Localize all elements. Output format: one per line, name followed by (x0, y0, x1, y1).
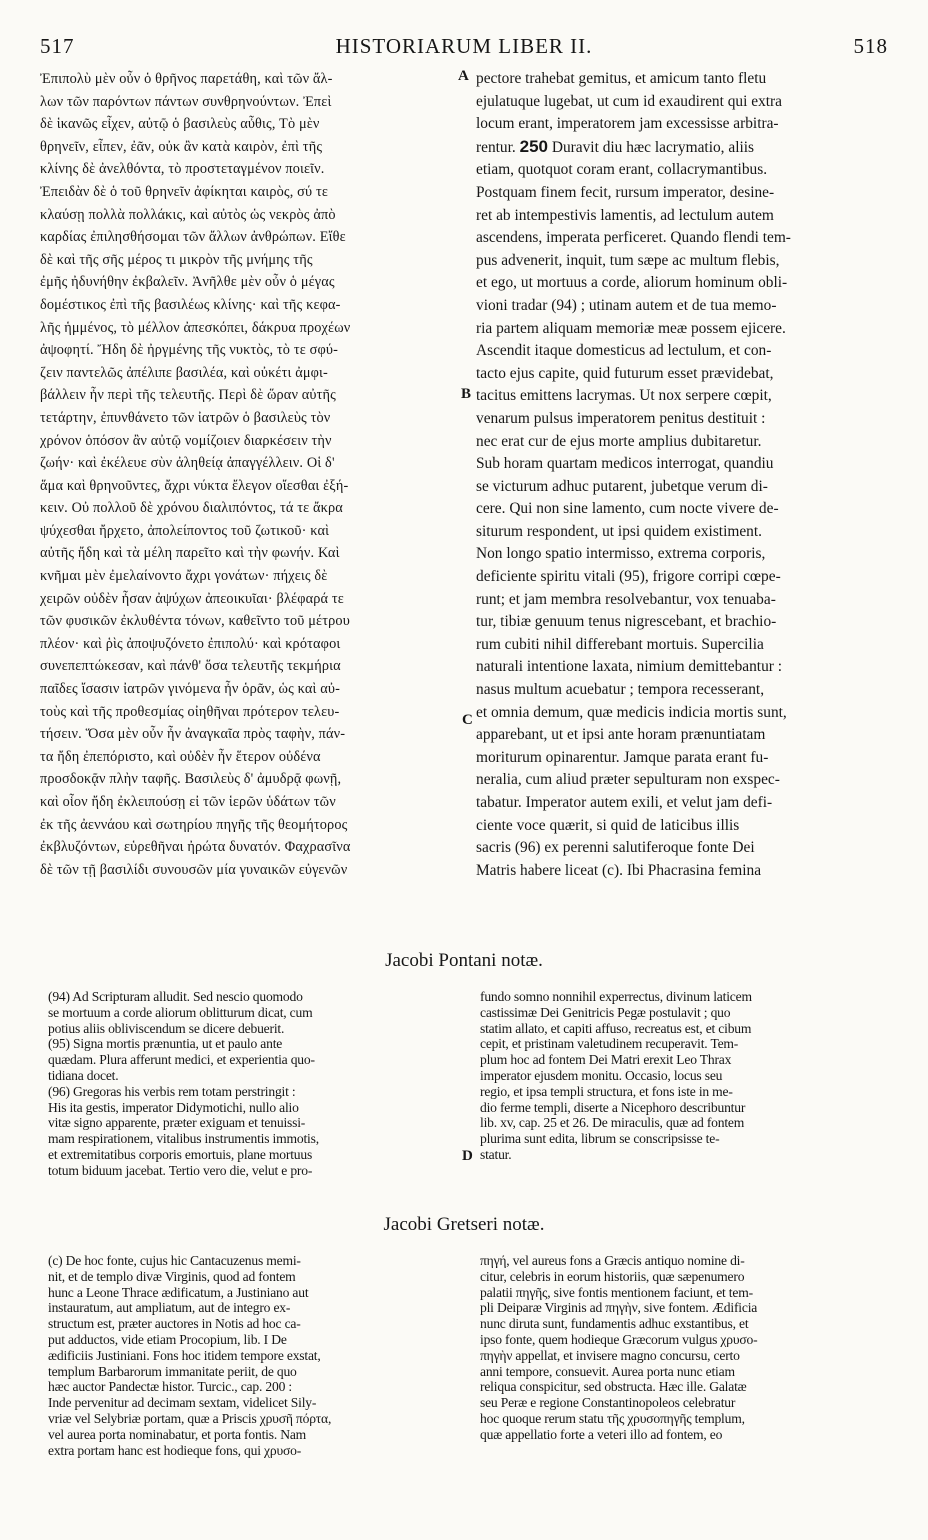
greek-text-line: λων τῶν παρόντων πάντων συνθρηνούντων. Ἐπεὶ (40, 93, 332, 110)
note-line: pli Deiparæ Virginis ad πηγὴν, sive fontem. Ædificia (480, 1300, 758, 1316)
latin-text-line (476, 136, 892, 160)
note-line: nunc diruta sunt, fundamentis adhuc exstantibus, et (480, 1316, 749, 1332)
note-line: πηγὴν appellat, et invisere magno concursu, certo (480, 1347, 740, 1363)
note-line: instauratum, aut ampliatum, aut de integro ex- (48, 1300, 291, 1316)
note-line: plurima sunt edita, librum se conscripsisse te- (480, 1131, 720, 1147)
latin-text-line: etiam, quotquot coram erant, collacrymantibus. (476, 161, 768, 179)
latin-text-line: Ascendit itaque domesticus ad lectulum, et con- (476, 342, 772, 360)
note-line: imperator ejusdem monitu. Occasio, locus seu (480, 1067, 723, 1083)
latin-text-line: ret ab intempestivis lamentis, ad lectulum autem (476, 206, 774, 224)
latin-text-line: tabatur. Imperator autem exili, et velut jam defi- (476, 794, 773, 811)
note-line: (95) Signa mortis prænuntia, ut et paulo ante (48, 1036, 283, 1052)
latin-text-line: siturum respondent, ut ipsi quidem existiment. (476, 522, 762, 540)
latin-text-line: neralia, cum aliud præter sepulturam non exspec- (476, 771, 780, 789)
greek-text-line: ζειν παντελῶς ἀπέλιπε βασιλέα, καὶ οὐκέτι ἀμφι- (40, 364, 328, 381)
note-line: citur, celebris in eorum historiis, quæ sæpenumero (480, 1268, 745, 1284)
note-line: πηγή, vel aureus fons a Græcis antiquo nomine di- (480, 1253, 745, 1268)
latin-text-line: ascendens, imperata perficeret. Quando flendi tem- (476, 229, 791, 247)
margin-marker-d: D (462, 1148, 473, 1164)
pontanus-notes-heading: Jacobi Pontani notæ. (385, 950, 543, 971)
pontanus-notes-right (480, 989, 892, 1224)
latin-text-line: pus advenerit, inquit, tum sæpe ac multum flebis, (476, 251, 780, 269)
greek-text-line: πλέον· καὶ ῥὶς ἀποψυζόνετο ἐπιπολύ· καὶ κρόταφοι (40, 635, 341, 652)
greek-text-line: χρόνον ὁπόσον ἂν αὐτῷ νομίζοιεν διαρκέσειν τὴν (40, 432, 332, 449)
note-line: palatii πηγῆς, sive fontis mentionem faciunt, et tem- (480, 1284, 753, 1300)
greek-text-line: χειρῶν οὐδὲν ἦσαν ἀψύχων ἀπεοικυῖαι· βλέφαρά τε (40, 590, 344, 607)
note-line: tidiana docet. (48, 1067, 119, 1083)
greek-text-line: λῆς ἡμμένος, τὸ μέλλον ἀπεσκόπει, δάκρυα προχέων (40, 319, 351, 336)
pontanus-notes-left (48, 989, 462, 1224)
note-line: regio, et ipsa templi structura, et fons iste in me- (480, 1083, 733, 1099)
note-line: Inde pervenitur ad decimam sextam, videlicet Sily- (48, 1395, 317, 1411)
greek-text-line: καὶ οἷον ἤδη ἐκλειπούσῃ εἰ τῶν ἱερῶν ὑδάτων τῶν (40, 794, 336, 810)
greek-text-line: Ἐπειδὰν δὲ ὁ τοῦ θρηνεῖν ἀφίκηται καιρὸς, σύ τε (40, 183, 329, 200)
note-line: castissimæ Dei Genitricis Pegæ postulavit ; quo (480, 1004, 731, 1020)
note-line: hunc a Leone Thrace ædificatum, a Justiniano aut (48, 1284, 309, 1300)
note-line: statim allato, et capiti affuso, recreatus est, et cibum (480, 1020, 752, 1036)
greek-text-line: τετάρτην, ἐπυνθάνετο τῶν ἰατρῶν ὁ βασιλεὺς τὸν (40, 409, 331, 426)
greek-text-line: ψύχεσθαι ἤρχετο, ἀπολείποντος τοῦ ζωτικοῦ· καὶ (40, 522, 330, 539)
latin-text-line: apparebant, ut et ipsi ante horam prænuntiatam (476, 726, 766, 744)
greek-text-line: δομέστικος ἐπὶ τῆς βασιλέως κλίνης· καὶ τῆς κεφα- (40, 296, 341, 313)
latin-text-line: locum erant, imperatorem jam excessisse arbitra- (476, 115, 779, 133)
note-line: dio ferme templi, diserte a Nicephoro describuntur (480, 1099, 746, 1115)
latin-text-line: ria partem aliquam memoriæ meæ possem ejicere. (476, 319, 786, 337)
latin-text-line: venarum pulsus imperatorem penitus destituit : (476, 409, 766, 427)
note-line: statur. (480, 1146, 512, 1162)
greek-text-line: κλίνης δὲ ἀνελθόντα, τὸ προστεταγμένον ποιεῖν. (40, 161, 325, 178)
note-line: seu Peræ e regione Constantinopoleos celebratur (480, 1395, 736, 1411)
greek-text-line: δὲ καὶ τῆς σῆς μέρος τι μικρὸν τῆς μνήμης τῆς (40, 251, 313, 268)
latin-text-line: tacitus emittens lacrymas. Ut nox serpere cœpit, (476, 387, 772, 405)
latin-text-line: nec erat cur de ejus morte amplius dubitaretur. (476, 432, 762, 450)
latin-text-line: tur, tibiæ genuum tenus nigrescebant, et brachio- (476, 613, 777, 631)
latin-text-line: et omnia demum, quæ medicis indicia mortis sunt, (476, 703, 787, 721)
note-line: (96) Gregoras his verbis rem totam perstringit : (48, 1083, 296, 1099)
note-line: vitæ signo apparente, præter exiguam et tenuissi- (48, 1115, 306, 1131)
note-line: lib. xv, cap. 25 et 26. De miraculis, quæ ad fontem (480, 1115, 745, 1131)
greek-text-line: δὲ τῶν τῇ βασιλίδι συνουσῶν μία γυναικῶν εὐγενῶν (40, 861, 348, 878)
note-line: totum biduum jacebat. Tertio vero die, velut e pro- (48, 1162, 313, 1178)
column-number: 250 (519, 136, 548, 156)
margin-marker-b: B (461, 386, 472, 402)
note-line: mam respirationem, vitalibus instrumentis immotis, (48, 1131, 319, 1147)
margin-marker-c: C (462, 712, 473, 728)
note-line: templum Barbarorum immanitate periit, de quo (48, 1363, 297, 1379)
greek-text-line: κνῆμαι μὲν ἐμελαίνοντο ἄχρι γονάτων· πήχεις δὲ (40, 568, 328, 585)
latin-text-line: pectore trahebat gemitus, et amicum tanto fletu (476, 70, 767, 87)
latin-text-line: tacto ejus capite, quid futurum esset prævidebat, (476, 364, 774, 382)
latin-text-line: Sub horam quartam medicos interrogat, quandiu (476, 455, 774, 473)
latin-text-line: naturali intentione laxata, nimium demittebantur : (476, 658, 783, 676)
latin-text-line: Postquam finem fecit, rursum imperator, desine- (476, 183, 775, 201)
latin-text-line: cere. Qui non sine lamento, cum nocte vivere de- (476, 500, 779, 518)
page-number-right: 518 (853, 34, 888, 58)
greek-text-line: Ἐπιπολὺ μὲν οὖν ὁ θρῆνος παρετάθη, καὶ τῶν ἄλ- (40, 71, 333, 87)
latin-text-fragment: Duravit diu hæc lacrymatio, aliis (551, 138, 755, 156)
greek-text-line: ἐμῆς ἠδυνήθην ἐκβαλεῖν. Ἀνῆλθε μὲν οὖν ὁ μέγας (40, 274, 335, 291)
latin-text-line: Non longo spatio intermisso, extrema corporis, (476, 545, 766, 563)
note-line: ipso fonte, quem hodieque Græcorum vulgus χρυσο- (480, 1331, 758, 1347)
greek-text-line: τοὺς καὶ τῆς προθεσμίας οἰηθῆναι πρότερον τελευ- (40, 703, 340, 720)
note-line: hoc quoque rerum statu τῆς χρυσοπηγῆς templum, (480, 1410, 745, 1426)
note-line: reliqua conspicitur, sed obstructa. Hæc ille. Galatæ (480, 1379, 747, 1395)
latin-text-line: se victurum adhuc putarent, jubetque verum di- (476, 477, 768, 495)
latin-text-line: deficiente spiritu vitali (95), frigore corripi cœpe- (476, 568, 781, 586)
note-line: anni tempore, consuevit. Aurea porta nunc etiam (480, 1363, 735, 1379)
greek-text-line: βάλλειν ἦν περὶ τῆς τελευτῆς. Περὶ δὲ ὥραν αὐτῆς (40, 387, 336, 404)
note-line: put adductos, vide etiam Procopium, lib. I De (48, 1331, 287, 1347)
note-line: cepit, et pristinam valetudinem recuperavit. Tem- (480, 1036, 739, 1052)
note-line: potius aliis obliviscendum se dicere debuerit. (48, 1020, 285, 1036)
note-line: nit, et de templo divæ Virginis, quod ad fontem (48, 1268, 296, 1284)
note-line: quædam. Plura afferunt medici, et experientia quo- (48, 1052, 315, 1068)
greek-text-line: ἅμα καὶ θρηνοῦντες, ἄχρι νύκτα ἔλεγον οἴεσθαι ἐξή- (40, 477, 349, 494)
note-line: vel aurea porta nominabatur, et porta fontis. Nam (48, 1426, 307, 1442)
greek-text-line: θρηνεῖν, εἶπεν, ἐᾶν, οὐκ ἂν κατὰ καιρὸν, ἐπὶ τῆς (40, 138, 323, 155)
latin-text-line: runt; et jam membra resolvebantur, vox tenuaba- (476, 590, 776, 608)
note-line: (c) De hoc fonte, cujus hic Cantacuzenus memi- (48, 1253, 301, 1268)
greek-text-line: τα ἤδη ἐπεπόριστο, καὶ οὐδὲν ἦν ἕτερον οὐδένα (40, 748, 321, 765)
running-header (40, 34, 888, 64)
greek-text-line: δὲ ἱκανῶς εἶχεν, αὐτῷ ὁ βασιλεὺς αὖθις, Τὸ μὲν (40, 116, 320, 133)
greek-text-line: ζωήν· καὶ ἐκέλευε σὺν ἀληθείᾳ ἀπαγγέλλειν. Οἱ δ' (40, 455, 335, 472)
greek-text-line: ἀψοφητί. Ἤδη δὲ ἠργμένης τῆς νυκτὸς, τὸ τε σφύ- (40, 342, 338, 359)
margin-marker-a: A (458, 68, 469, 84)
note-line: fundo somno nonnihil experrectus, divinum laticem (480, 989, 752, 1004)
page-number-left: 517 (40, 34, 75, 58)
latin-text-line: moriturum opinarentur. Jamque parata erant fu- (476, 748, 769, 766)
note-line: (94) Ad Scripturam alludit. Sed nescio quomodo (48, 989, 303, 1004)
note-line: vriæ vel Selybriæ portam, quæ a Priscis χρυσῆ πόρτα, (48, 1410, 332, 1426)
note-line: et extremitatibus corporis emortuis, plane mortuus (48, 1146, 313, 1162)
latin-text-line: ejulatuque lugebat, ut cum id exaudirent qui extra (476, 92, 783, 110)
latin-text-column (476, 68, 892, 928)
note-line: extra portam hanc est hodieque fons, qui χρυσο- (48, 1442, 302, 1458)
greek-text-line: παῖδες ἴσασιν ἰατρῶν γινόμενα ἦν ὁρᾶν, ὡς καὶ αὐ- (40, 681, 341, 698)
greek-text-line: συνεπεπτώκεσαν, καὶ πάνθ' ὅσα τελευτῆς τεκμήρια (40, 658, 341, 675)
greek-text-line: ἐκ τῆς ἀεννάου καὶ σωτηρίου πηγῆς τῆς θεομήτορος (40, 816, 348, 833)
latin-text-line: et ego, ut mortuus a corde, aliorum hominum obli- (476, 274, 788, 292)
running-title: HISTORIARUM LIBER II. (335, 34, 593, 58)
note-line: structum est, præter auctores in Notis ad hoc ca- (48, 1316, 301, 1332)
note-line: hæc auctor Pandectæ histor. Turcic., cap. 200 : (48, 1379, 292, 1395)
greek-text-line: τήσειν. Ὅσα μὲν οὖν ἦν ἀναγκαῖα πρὸς ταφὴν, πάν- (40, 726, 346, 743)
gretser-notes-right (480, 1253, 892, 1538)
note-line: se mortuum a corde aliorum oblitturum dicat, cum (48, 1004, 313, 1020)
greek-text-line: τῶν φυσικῶν ἐκλυθέντα τόνων, καθεῖντο τοῦ μέτρου (40, 613, 350, 630)
greek-text-line: κλαύσῃ πολλὰ πολλάκις, καὶ αὐτὸς ὡς νεκρὸς ἀπὸ (40, 206, 336, 223)
note-line: His ita gestis, imperator Didymotichi, nullo alio (48, 1099, 299, 1115)
greek-text-line: προσδοκᾷν πλὴν ταφῆς. Βασιλεὺς δ' ἀμυδρᾷ φωνῇ, (40, 771, 342, 788)
latin-text-line: Matris habere liceat (c). Ibi Phacrasina femina (476, 861, 762, 879)
greek-text-line: ἐκβλυζόντων, εὑρεθῆναι ἠρώτα δυνατόν. Φαχρασῖνα (40, 839, 351, 856)
greek-text-line: καρδίας ἐπιλησθήσομαι τῶν ἄλλων ἀνθρώπων. Εἴθε (40, 229, 346, 246)
latin-text-line: vioni tradar (94) ; utinam autem et de tua memo- (476, 296, 777, 314)
latin-text-fragment: rentur. (476, 138, 516, 156)
gretser-notes-heading: Jacobi Gretseri notæ. (383, 1214, 545, 1235)
latin-text-line: sacris (96) ex perenni salutiferoque fonte Dei (476, 839, 755, 857)
gretser-notes-left (48, 1253, 462, 1538)
note-line: quæ appellatio forte a veteri illo ad fontem, eo (480, 1426, 723, 1442)
greek-text-line: κειν. Οὐ πολλοῦ δὲ χρόνου διαλιπόντος, τά τε ἄκρα (40, 500, 343, 517)
greek-text-line: αὐτῆς ἤδη καὶ τὰ μέλη παρεῖτο καὶ τὴν φωνήν. Καὶ (40, 545, 340, 562)
latin-text-line: rum cubiti nihil differebant mortuis. Supercilia (476, 635, 764, 653)
note-line: plum hoc ad fontem Dei Matri erexit Leo Thrax (480, 1052, 732, 1068)
greek-text-column (40, 68, 460, 928)
note-line: ædificiis Justiniani. Fons hoc itidem tempore exstat, (48, 1347, 321, 1363)
latin-text-line: ciente voce quærit, si quid de laticibus illis (476, 816, 740, 834)
latin-text-line: nasus multum acuebatur ; tempora recesserant, (476, 681, 765, 699)
